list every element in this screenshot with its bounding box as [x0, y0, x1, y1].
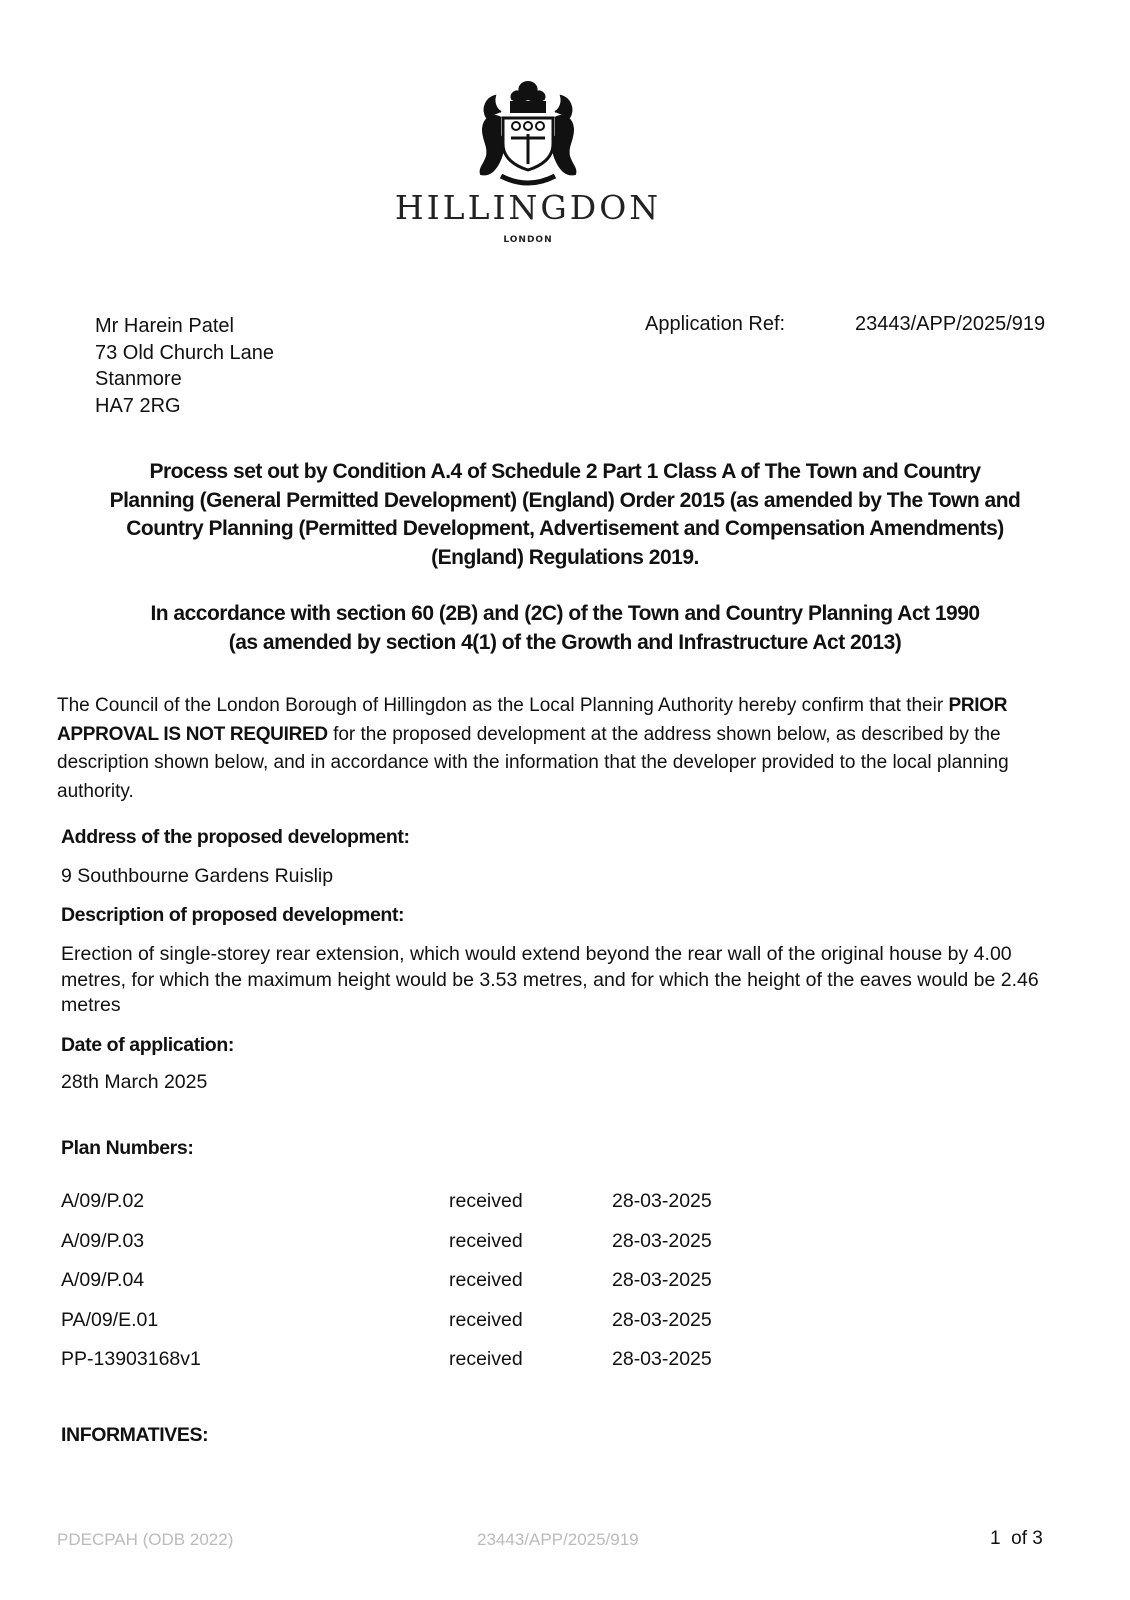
plan-date: 28-03-2025: [612, 1269, 712, 1291]
application-ref-value: 23443/APP/2025/919: [855, 313, 1046, 335]
page-number: [990, 1528, 1043, 1550]
intro-text: for the proposed development at the address shown below, as described by the description shown below, and in accordance with the information that the developer provided to the local planning authority.: [57, 723, 1009, 802]
intro-text: The Council of the London Borough of Hillingdon as the Local Planning Authority hereby confirm that their: [57, 695, 949, 716]
recipient-address: [95, 313, 274, 419]
plan-date: 28-03-2025: [612, 1308, 712, 1331]
act-heading-line: (as amended by section 4(1) of the Growth and Infrastructure Act 2013): [228, 630, 902, 654]
council-crest-icon: [473, 78, 583, 190]
act-heading-line: In accordance with section 60 (2B) and (2C) of the Town and Country Planning Act 1990: [150, 602, 980, 625]
plan-status: received: [449, 1229, 523, 1252]
recipient-line1: 73 Old Church Lane: [95, 341, 275, 364]
date-value: 28th March 2025: [61, 1071, 208, 1093]
plan-date: 28-03-2025: [612, 1229, 712, 1252]
recipient-name: Mr Harein Patel: [95, 315, 234, 337]
recipient-postcode: HA7 2RG: [95, 394, 181, 417]
plan-status: received: [449, 1269, 523, 1291]
council-name: HILLINGDON: [394, 188, 662, 227]
page-total: of 3: [1011, 1528, 1043, 1549]
act-heading: [60, 600, 1070, 657]
recipient-line2: Stanmore: [95, 368, 182, 390]
description-value: Erection of single-storey rear extension, which would extend beyond the rear wall of the original house by 4.00 metres, for which the maximum height would be 3.53 metres, and for which the height of the eaves would be 2.46 metres: [61, 943, 1039, 1016]
date-label: Date of application:: [61, 1034, 234, 1056]
informatives-label: INFORMATIVES:: [61, 1424, 209, 1446]
plan-number: A/09/P.02: [61, 1190, 145, 1212]
condition-heading-line: Process set out by Condition A.4 of Schedule 2 Part 1 Class A of The Town and Country: [149, 460, 981, 483]
plan-status: received: [449, 1190, 523, 1212]
plan-number: PA/09/E.01: [61, 1308, 159, 1331]
plan-number: A/09/P.04: [61, 1269, 145, 1291]
condition-heading: [60, 458, 1070, 572]
address-value: 9 Southbourne Gardens Ruislip: [61, 865, 334, 887]
plan-number: A/09/P.03: [61, 1229, 145, 1252]
council-subtitle: LONDON: [503, 235, 553, 245]
decision-emphasis: PRIOR APPROVAL IS NOT REQUIRED: [57, 695, 1008, 745]
description-label: Description of proposed development:: [61, 904, 405, 926]
condition-heading-line: (England) Regulations 2019.: [431, 545, 699, 569]
condition-heading-line: Planning (General Permitted Development) (England) Order 2015 (as amended by The Town and: [109, 488, 1021, 512]
application-ref-label: Application Ref:: [645, 313, 786, 335]
plan-number: PP-13903168v1: [61, 1348, 201, 1370]
plan-date: 28-03-2025: [612, 1190, 712, 1212]
footer-ref: 23443/APP/2025/919: [477, 1530, 639, 1549]
plan-numbers-label: Plan Numbers:: [61, 1137, 194, 1159]
condition-heading-line: Country Planning (Permitted Development, Advertisement and Compensation Amendments): [126, 517, 1004, 540]
plan-date: 28-03-2025: [612, 1348, 712, 1370]
address-label: Address of the proposed development:: [61, 826, 410, 848]
intro-paragraph: [57, 692, 1077, 806]
plan-status: received: [449, 1308, 523, 1331]
page-current: 1: [990, 1528, 1001, 1549]
footer-code: PDECPAH (ODB 2022): [57, 1530, 234, 1549]
council-logo: [388, 78, 668, 248]
plan-status: received: [449, 1348, 523, 1370]
